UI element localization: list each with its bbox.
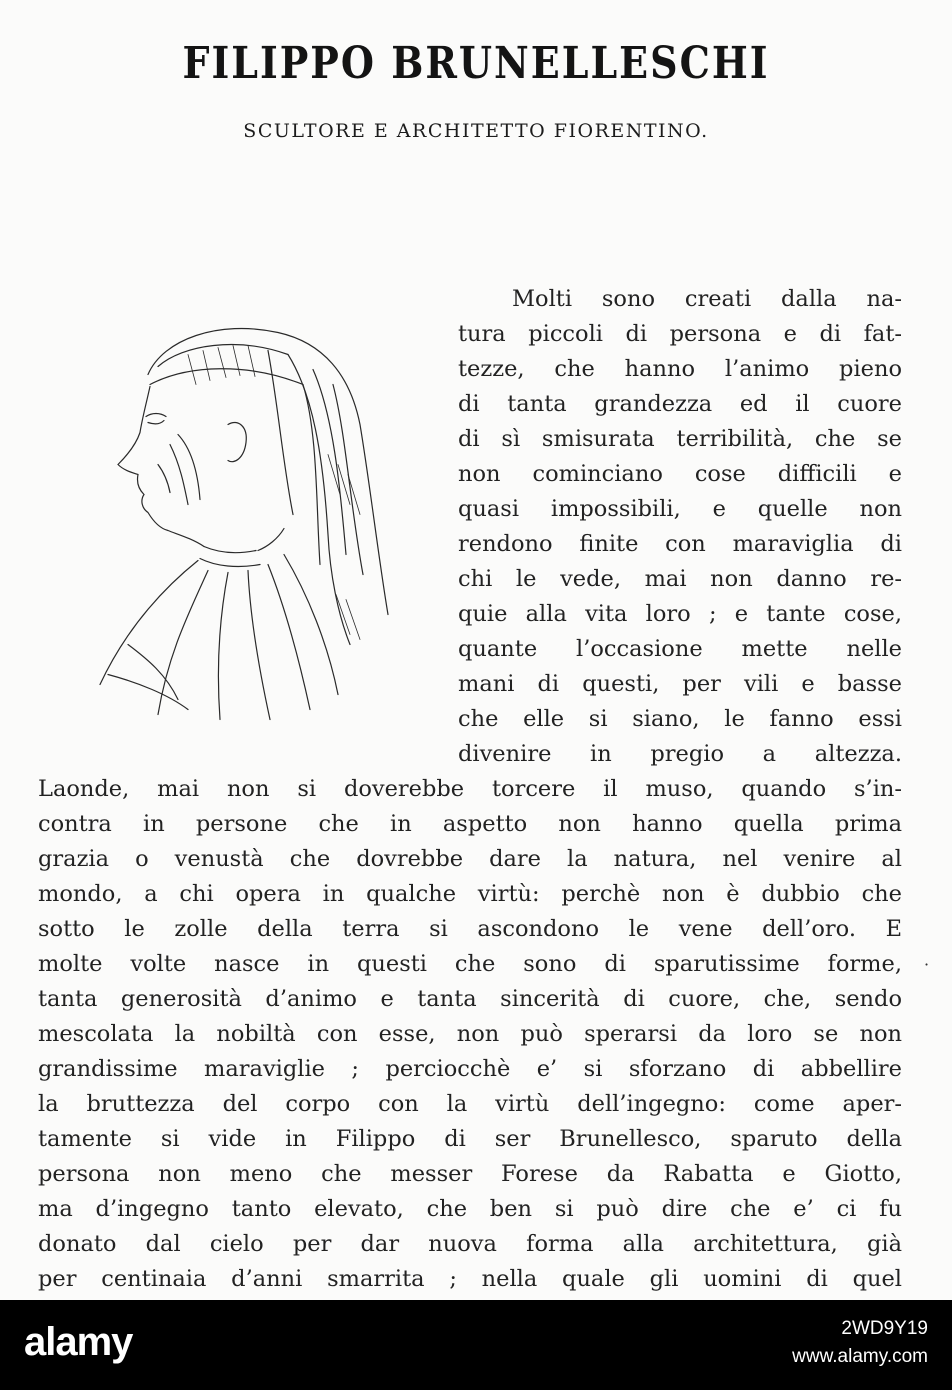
watermark-image-id: 2WD9Y19 — [841, 1318, 928, 1339]
text-line: grandissime maraviglie ; perciocchè e’ si sforzano di abbellire — [38, 1056, 902, 1082]
text-line: tura piccoli di persona e di fat- — [458, 321, 902, 347]
text-line: di tanta grandezza ed il cuore — [458, 391, 902, 417]
text-line: di sì smisurata terribilità, che se — [458, 426, 902, 452]
text-line: quante l’occasione mette nelle — [458, 636, 902, 662]
text-line: tamente si vide in Filippo di ser Brunellesco, sparuto della — [38, 1126, 902, 1152]
watermark-logo: alamy — [24, 1320, 133, 1364]
text-line: tanta generosità d’animo e tanta sincerità di cuore, che, sendo — [38, 986, 902, 1012]
text-line: donato dal cielo per dar nuova forma alla architettura, già — [38, 1231, 902, 1257]
text-line: non cominciano cose difficili e — [458, 461, 902, 487]
text-line: divenire in pregio a altezza. — [458, 741, 902, 767]
text-line: rendono finite con maraviglia di — [458, 531, 902, 557]
text-line: grazia o venustà che dovrebbe dare la natura, nel venire al — [38, 846, 902, 872]
profile-portrait-engraving-icon — [88, 293, 418, 748]
watermark-url: www.alamy.com — [792, 1346, 928, 1367]
text-line: sotto le zolle della terra si ascondono le vene dell’oro. E — [38, 916, 902, 942]
text-line: chi le vede, mai non danno re- — [458, 566, 902, 592]
text-line: per centinaia d’anni smarrita ; nella quale gli uomini di quel — [38, 1266, 902, 1292]
text-line: la bruttezza del corpo con la virtù dell’ingegno: come aper- — [38, 1091, 902, 1117]
watermark-bar — [0, 1300, 952, 1390]
text-line: mani di questi, per vili e basse — [458, 671, 902, 697]
stray-mark: · — [924, 955, 930, 974]
text-line: mondo, a chi opera in qualche virtù: perchè non è dubbio che — [38, 881, 902, 907]
text-line: contra in persone che in aspetto non hanno quella prima — [38, 811, 902, 837]
text-line: mescolata la nobiltà con esse, non può sperarsi da loro se non — [38, 1021, 902, 1047]
text-line: persona non meno che messer Forese da Rabatta e Giotto, — [38, 1161, 902, 1187]
page-title: FILIPPO BRUNELLESCHI — [182, 36, 770, 89]
text-line: Laonde, mai non si doverebbe torcere il muso, quando s’in- — [38, 776, 902, 802]
page-subtitle: SCULTORE E ARCHITETTO FIORENTINO. — [243, 120, 709, 142]
text-line: che elle si siano, le fanno essi — [458, 706, 902, 732]
text-line: molte volte nasce in questi che sono di sparutissime forme, — [38, 951, 902, 977]
text-line: Molti sono creati dalla na- — [512, 286, 902, 312]
text-line: quie alla vita loro ; e tante cose, — [458, 601, 902, 627]
text-line: tezze, che hanno l’animo pieno — [458, 356, 902, 382]
text-line: ma d’ingegno tanto elevato, che ben si può dire che e’ ci fu — [38, 1196, 902, 1222]
text-line: quasi impossibili, e quelle non — [458, 496, 902, 522]
